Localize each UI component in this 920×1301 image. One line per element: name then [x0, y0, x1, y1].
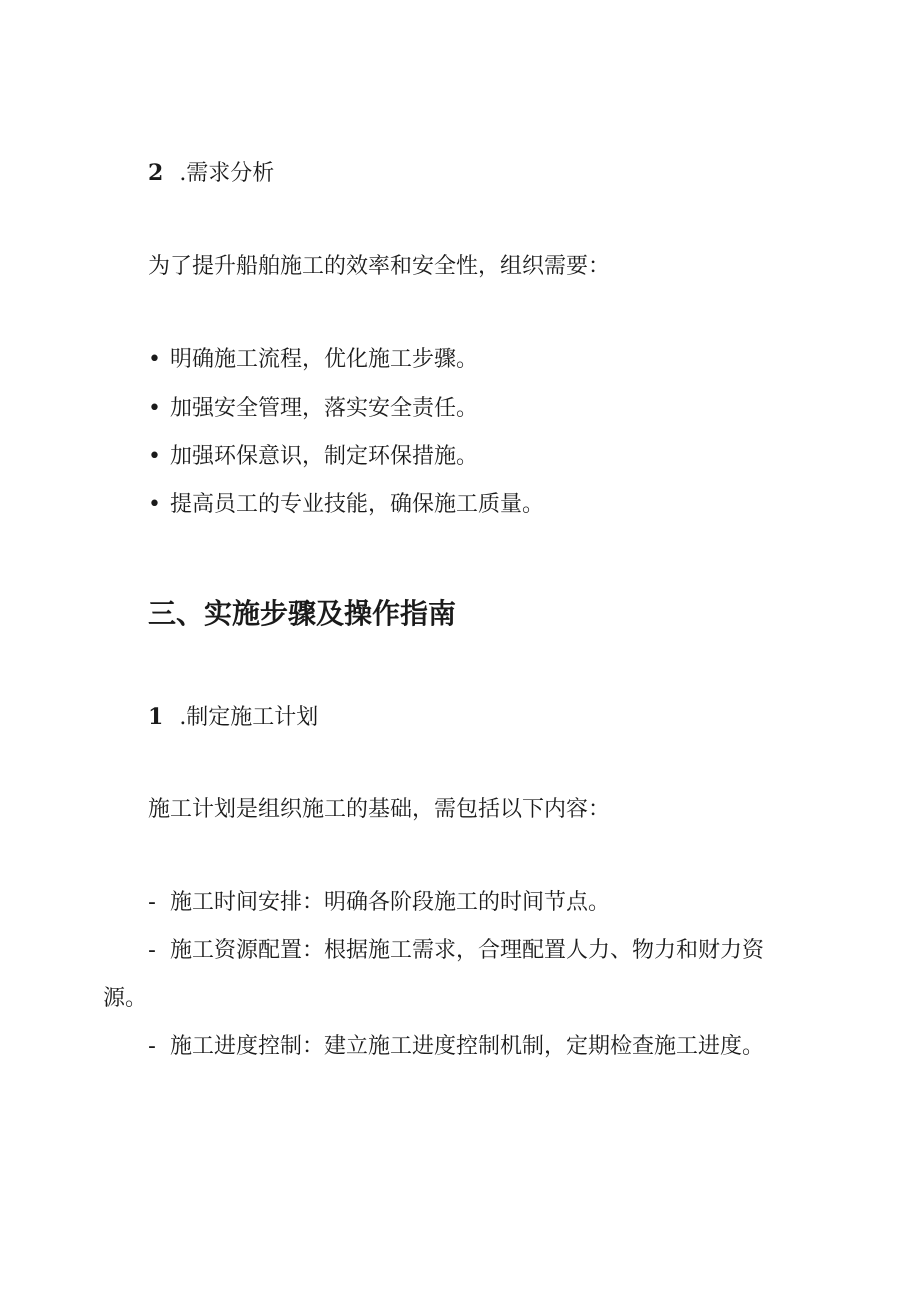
subheading-construction-plan [148, 702, 318, 733]
plan-intro-paragraph: 施工计划是组织施工的基础，需包括以下内容： [148, 797, 611, 822]
bullet-text: 提高员工的专业技能，确保施工质量。 [170, 492, 545, 517]
dash-item [148, 888, 610, 918]
bullet-dot-icon: • [148, 444, 161, 469]
bullet-dot-icon: • [148, 396, 161, 421]
intro-paragraph: 为了提升船舶施工的效率和安全性，组织需要： [148, 254, 611, 279]
dash-icon: - [148, 938, 156, 963]
dash-text-continuation: 源。 [103, 986, 148, 1011]
subheading-number: 2 [148, 160, 164, 186]
dash-icon: - [148, 890, 156, 915]
bullet-item [148, 490, 544, 520]
bullet-item [148, 394, 478, 424]
subheading-title: .制定施工计划 [179, 705, 319, 730]
bullet-item [148, 345, 478, 375]
bullet-text: 加强环保意识，制定环保措施。 [170, 444, 479, 469]
bullet-dot-icon: • [148, 347, 161, 372]
dash-text: 施工时间安排：明确各阶段施工的时间节点。 [170, 890, 611, 915]
dash-item [148, 936, 764, 966]
section-heading: 三、实施步骤及操作指南 [148, 597, 457, 630]
dash-text: 施工进度控制：建立施工进度控制机制，定期检查施工进度。 [170, 1034, 765, 1059]
subheading-demand-analysis [148, 158, 274, 189]
bullet-dot-icon: • [148, 492, 161, 517]
subheading-number: 1 [148, 704, 164, 730]
bullet-text: 明确施工流程，优化施工步骤。 [170, 347, 479, 372]
bullet-item [148, 442, 478, 472]
dash-icon: - [148, 1034, 156, 1059]
dash-item [148, 1032, 764, 1062]
dash-text: 施工资源配置：根据施工需求，合理配置人力、物力和财力资 [170, 938, 765, 963]
bullet-text: 加强安全管理，落实安全责任。 [170, 396, 479, 421]
subheading-title: .需求分析 [179, 161, 275, 186]
